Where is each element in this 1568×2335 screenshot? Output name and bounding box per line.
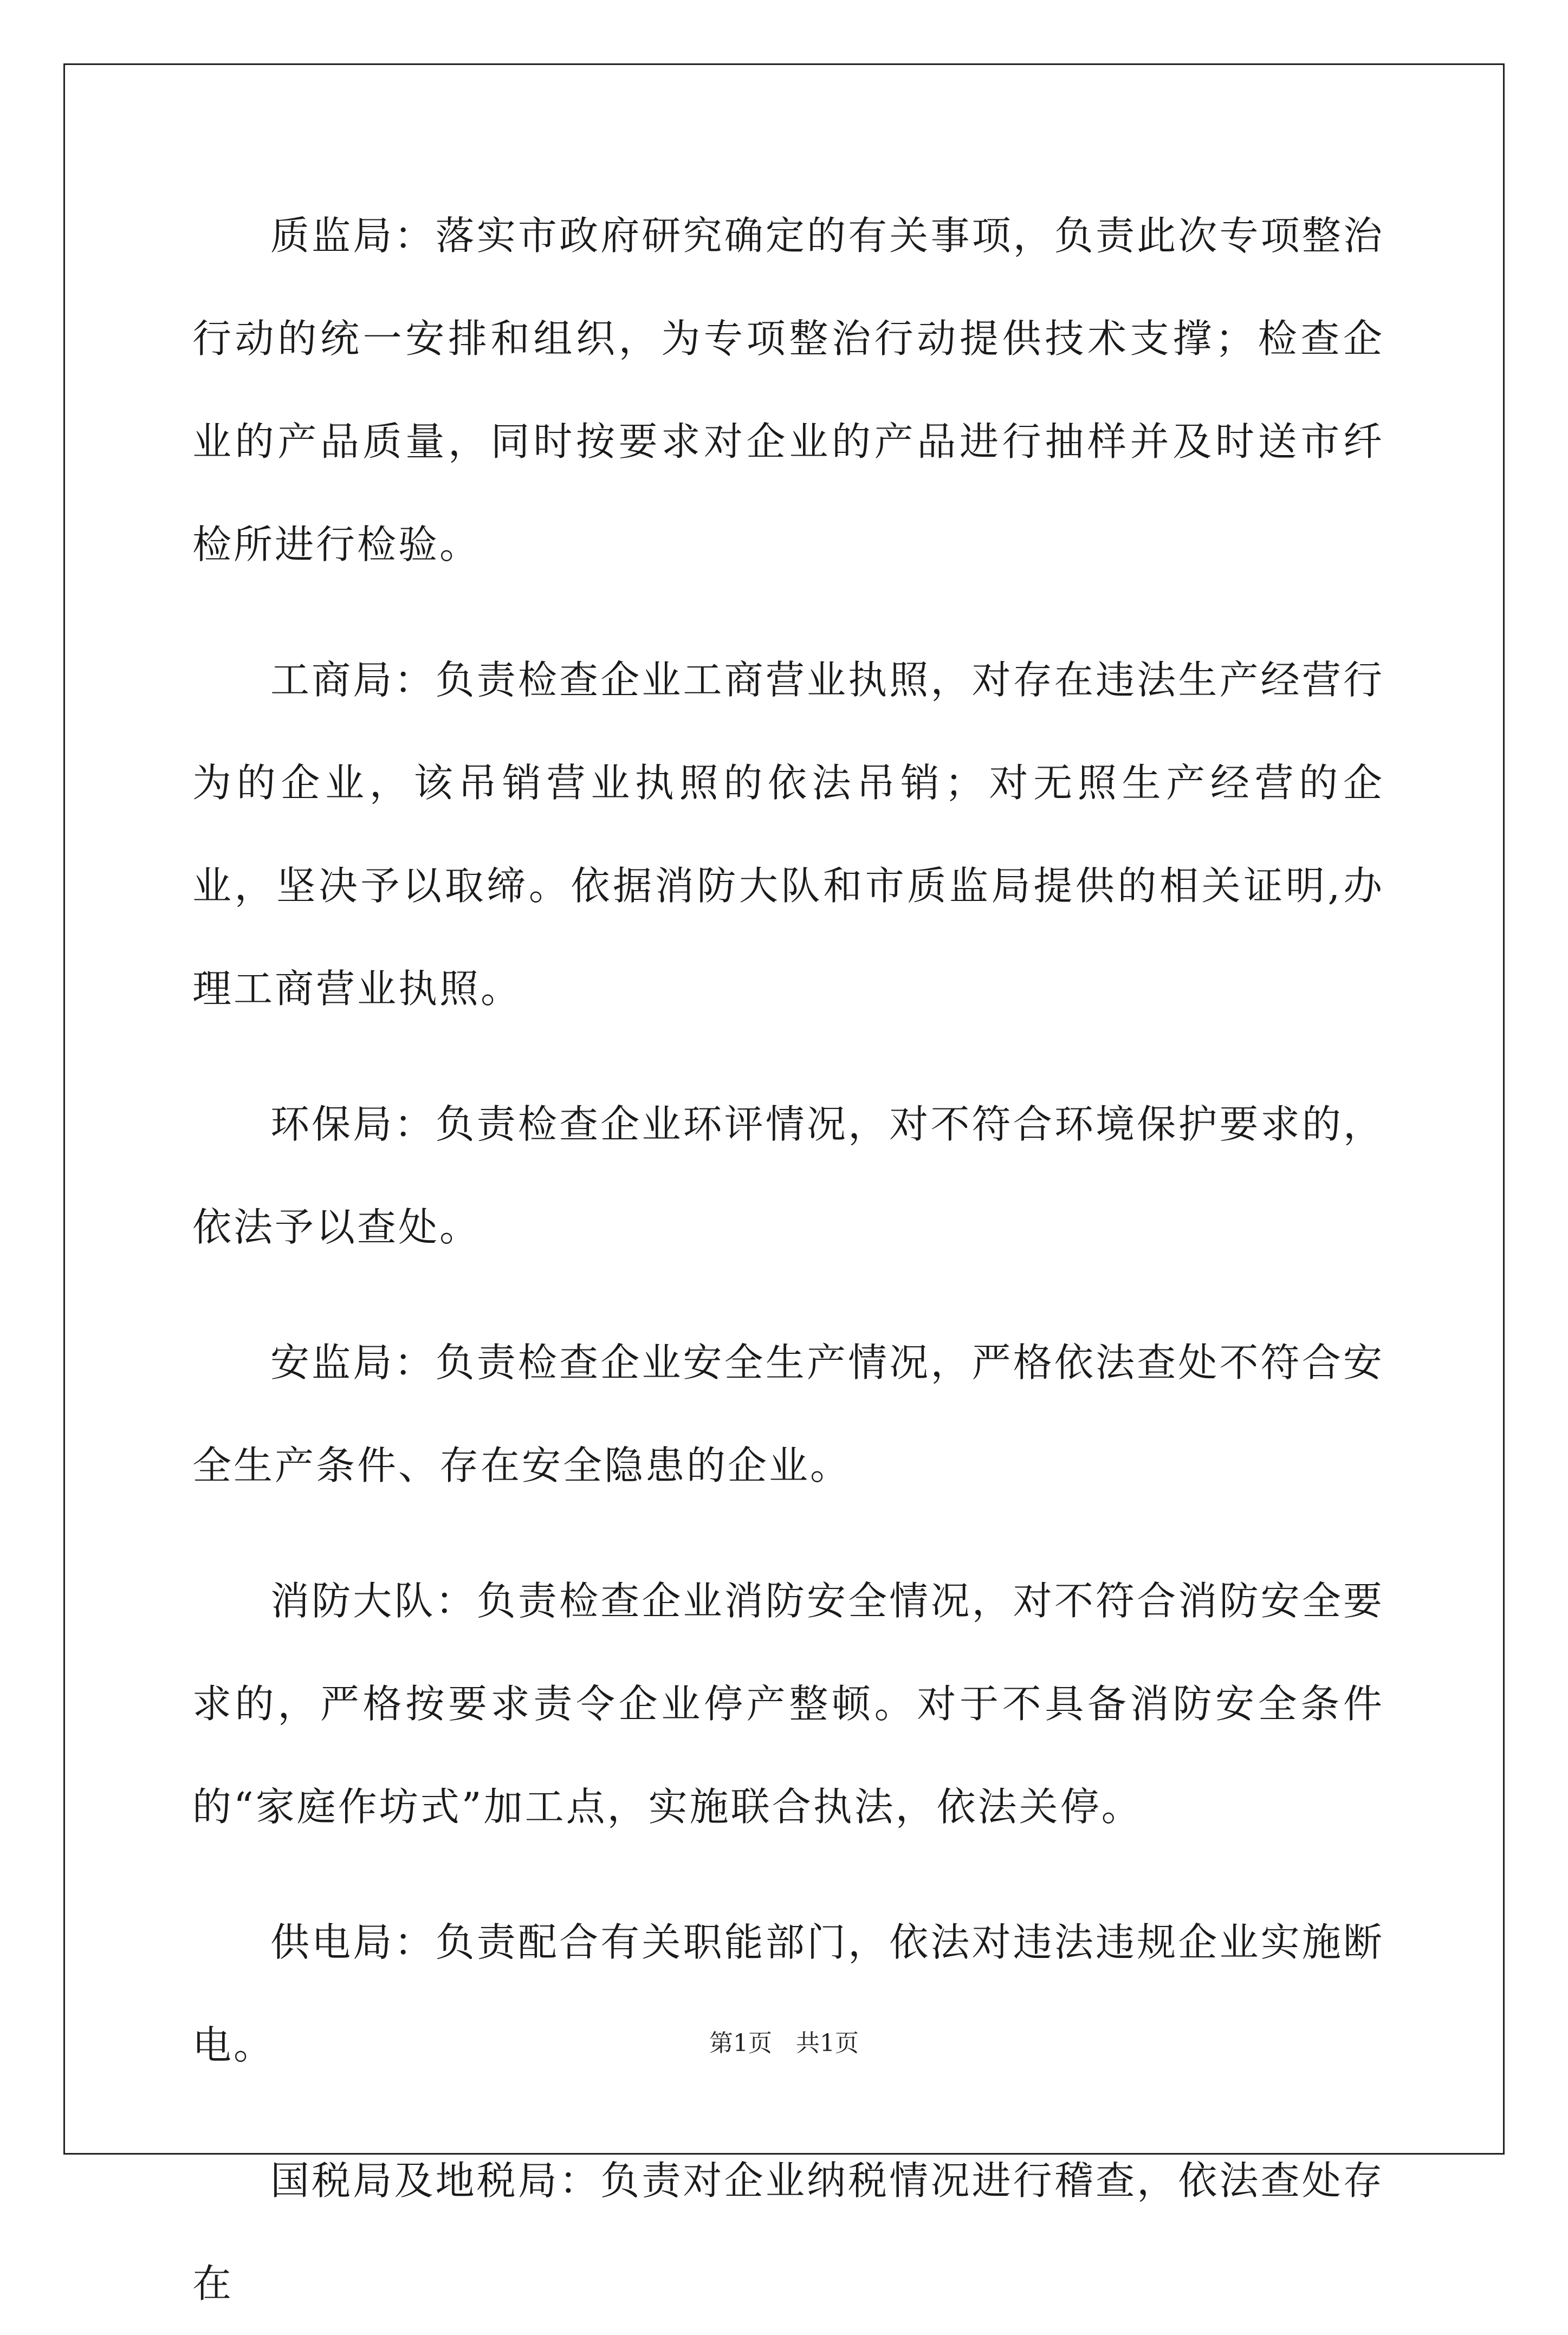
page-number-footer: 第1页 共1页 (709, 2029, 859, 2057)
paragraph-power-bureau: 供电局：负责配合有关职能部门，依法对违法违规企业实施断电。 (192, 1919, 1384, 2068)
paragraph-environment-bureau: 环保局：负责检查企业环评情况，对不符合环境保护要求的，依法予以查处。 (192, 1101, 1384, 1250)
paragraph-safety-bureau: 安监局：负责检查企业安全生产情况，严格依法查处不符合安全生产条件、存在安全隐患的企业。 (192, 1340, 1384, 1488)
paragraph-quality-bureau: 质监局：落实市政府研究确定的有关事项，负责此次专项整治行动的统一安排和组织，为专项整治行动提供技术支撑；检查企业的产品质量，同时按要求对企业的产品进行抽样并及时送市纤检所进行检验。 (192, 213, 1384, 567)
document-body (192, 184, 1384, 2335)
paragraph-commerce-bureau: 工商局：负责检查企业工商营业执照，对存在违法生产经营行为的企业，该吊销营业执照的依法吊销；对无照生产经营的企业，坚决予以取缔。依据消防大队和市质监局提供的相关证明,办理工商营业执照。 (192, 657, 1384, 1011)
paragraph-tax-bureau: 国税局及地税局：负责对企业纳税情况进行稽查，依法查处存在 (192, 2158, 1384, 2306)
paragraph-fire-brigade: 消防大队：负责检查企业消防安全情况，对不符合消防安全要求的，严格按要求责令企业停产整顿。对于不具备消防安全条件的“家庭作坊式”加工点，实施联合执法，依法关停。 (192, 1578, 1384, 1830)
